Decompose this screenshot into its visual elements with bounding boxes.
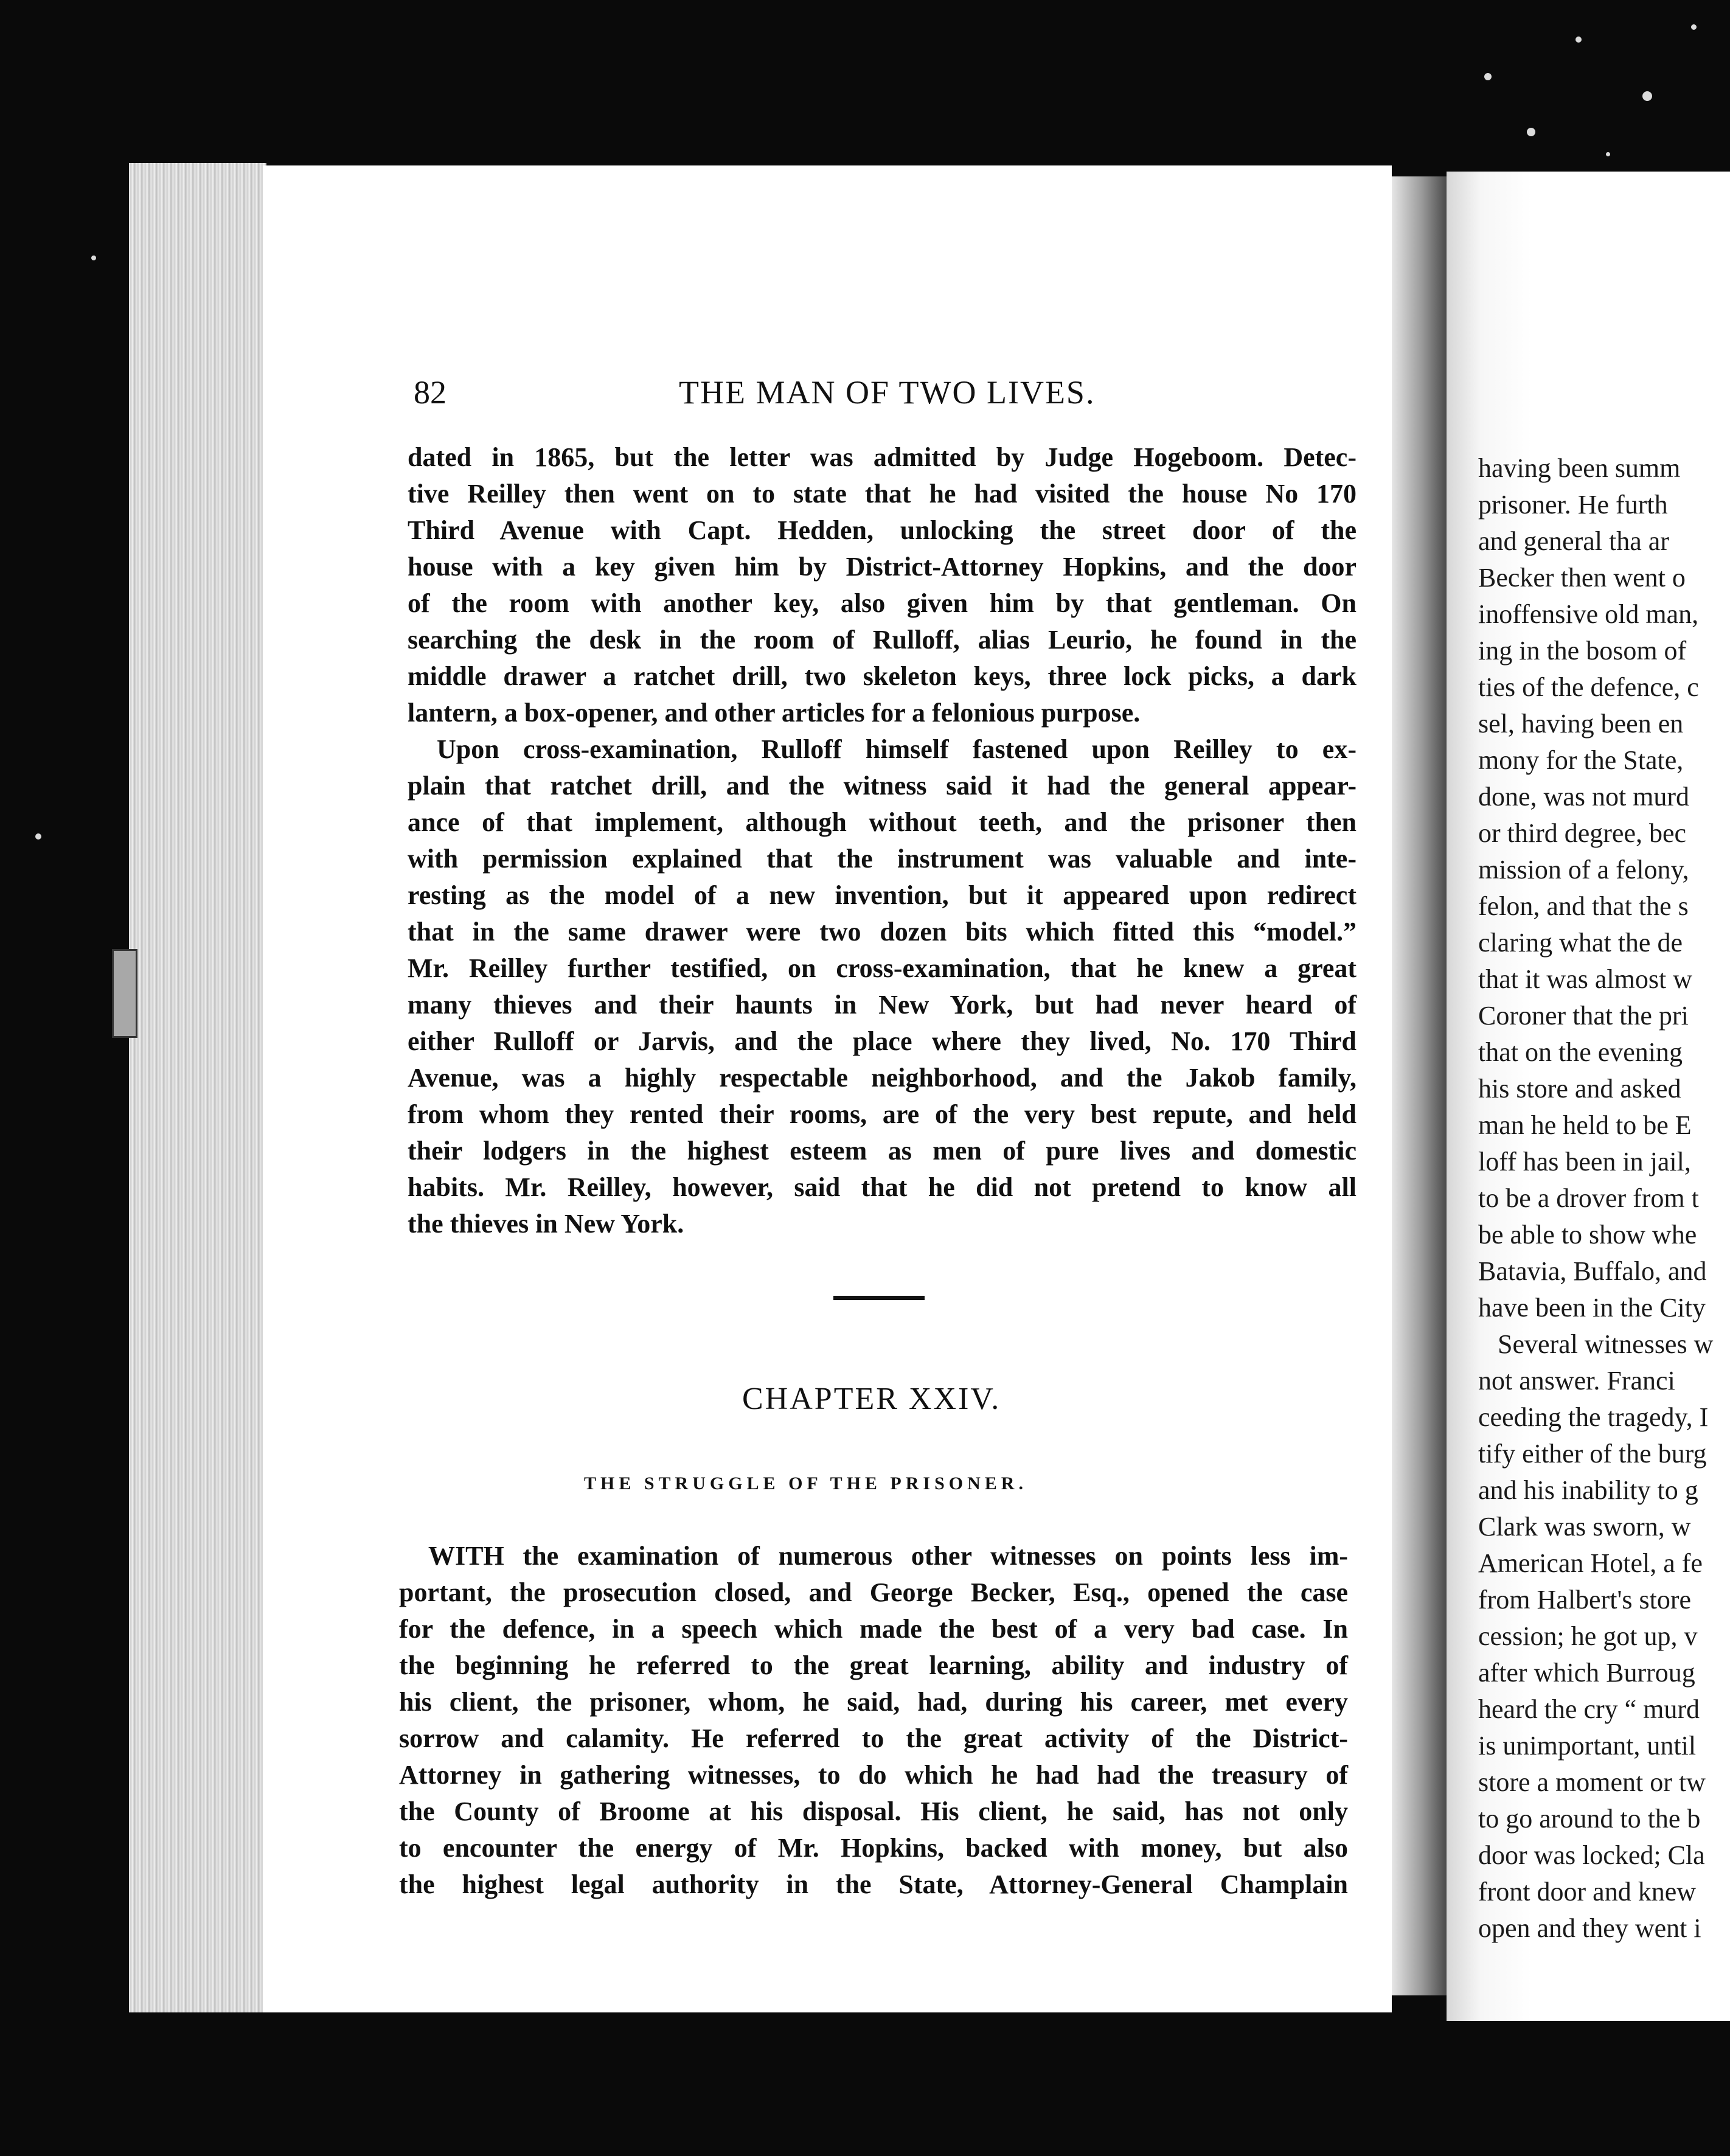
scan-speck <box>91 256 96 260</box>
text-line: felon, and that the s <box>1478 891 1689 921</box>
text-line: Several witnesses w <box>1498 1329 1714 1359</box>
text-line: mission of a felony, <box>1478 855 1689 885</box>
text-line: and general tha ar <box>1478 526 1669 556</box>
text-line: Avenue, was a highly respectable neighborhood, and the Jakob family, <box>408 1063 1357 1093</box>
text-line: the beginning he referred to the great learning, ability and industry of <box>399 1650 1348 1680</box>
text-line: Third Avenue with Capt. Hedden, unlocking the street door of the <box>408 515 1357 545</box>
text-line: is unimportant, until <box>1478 1731 1697 1761</box>
text-line: after which Burroug <box>1478 1658 1695 1688</box>
text-line: to encounter the energy of Mr. Hopkins, backed with money, but also <box>399 1833 1348 1863</box>
text-line: front door and knew <box>1478 1877 1697 1907</box>
scan-speck <box>1691 24 1697 30</box>
text-line: cession; he got up, v <box>1478 1621 1698 1651</box>
text-line: having been summ <box>1478 453 1681 483</box>
text-line: the County of Broome at his disposal. His client, he said, has not only <box>399 1796 1348 1826</box>
text-line: loff has been in jail, <box>1478 1147 1691 1177</box>
text-line: many thieves and their haunts in New York, but had never heard of <box>408 990 1357 1020</box>
text-line: Clark was sworn, w <box>1478 1512 1691 1542</box>
right-page <box>1447 172 1730 2021</box>
text-line: to be a drover from t <box>1478 1183 1699 1213</box>
text-line: sel, having been en <box>1478 709 1684 739</box>
text-line: habits. Mr. Reilley, however, said that he did not pretend to know all <box>408 1172 1357 1202</box>
scan-speck <box>35 833 41 840</box>
text-line: searching the desk in the room of Rulloff, alias Leurio, he found in the <box>408 625 1357 655</box>
text-line: ing in the bosom of <box>1478 636 1687 666</box>
text-line: from Halbert's store <box>1478 1585 1692 1615</box>
chapter-title: CHAPTER XXIV. <box>742 1382 1001 1416</box>
text-line: done, was not murd <box>1478 782 1690 812</box>
text-line: sorrow and calamity. He referred to the great activity of the District- <box>399 1723 1348 1753</box>
text-line: resting as the model of a new invention, but it appeared upon redirect <box>408 880 1357 910</box>
text-line: to go around to the b <box>1478 1804 1701 1834</box>
scan-speck <box>1527 128 1535 136</box>
text-line: tive Reilley then went on to state that he had visited the house No 170 <box>408 479 1357 509</box>
text-line: portant, the prosecution closed, and George Becker, Esq., opened the case <box>399 1577 1348 1607</box>
text-line: not answer. Franci <box>1478 1366 1675 1396</box>
text-line: Upon cross-examination, Rulloff himself fastened upon Reilley to ex- <box>437 734 1357 764</box>
text-line: inoffensive old man, <box>1478 599 1699 629</box>
text-line: their lodgers in the highest esteem as men of pure lives and domestic <box>408 1136 1357 1166</box>
page-number: 82 <box>414 374 446 411</box>
running-head: THE MAN OF TWO LIVES. <box>679 374 1096 411</box>
section-divider-rule <box>833 1296 925 1300</box>
spine-shadow <box>1392 176 1447 1995</box>
text-line: door was locked; Cla <box>1478 1840 1705 1870</box>
text-line: Mr. Reilley further testified, on cross-examination, that he knew a great <box>408 953 1357 983</box>
text-line: Becker then went o <box>1478 563 1686 593</box>
text-line: that in the same drawer were two dozen bits which fitted this “model.” <box>408 917 1357 947</box>
text-line: that it was almost w <box>1478 964 1692 994</box>
text-line: mony for the State, <box>1478 745 1684 775</box>
text-line: either Rulloff or Jarvis, and the place where they lived, No. 170 Third <box>408 1026 1357 1056</box>
text-line: house with a key given him by District-Attorney Hopkins, and the door <box>408 552 1357 582</box>
text-line: heard the cry “ murd <box>1478 1694 1700 1724</box>
text-line: the highest legal authority in the State, Attorney-General Champlain <box>399 1869 1348 1899</box>
text-line: with permission explained that the instrument was valuable and inte- <box>408 844 1357 874</box>
text-line: be able to show whe <box>1478 1220 1697 1250</box>
binding-clip <box>112 949 137 1038</box>
text-line: from whom they rented their rooms, are of the very best repute, and held <box>408 1099 1357 1129</box>
text-line: ties of the defence, c <box>1478 672 1699 702</box>
scan-speck <box>1606 152 1610 156</box>
text-line: for the defence, in a speech which made the best of a very bad case. In <box>399 1614 1348 1644</box>
text-line: American Hotel, a fe <box>1478 1548 1703 1578</box>
text-line: have been in the City <box>1478 1293 1706 1323</box>
chapter-subtitle: THE STRUGGLE OF THE PRISONER. <box>584 1473 1027 1494</box>
text-line: tify either of the burg <box>1478 1439 1707 1469</box>
text-line: prisoner. He furth <box>1478 490 1668 520</box>
text-line: his store and asked <box>1478 1074 1681 1104</box>
text-line: Attorney in gathering witnesses, to do which he had had the treasury of <box>399 1760 1348 1790</box>
text-line: of the room with another key, also given him by that gentleman. On <box>408 588 1357 618</box>
text-line: middle drawer a ratchet drill, two skeleton keys, three lock picks, a dark <box>408 661 1357 691</box>
text-line: claring what the de <box>1478 928 1683 958</box>
text-line: that on the evening <box>1478 1037 1683 1067</box>
text-line: the thieves in New York. <box>408 1209 684 1239</box>
text-line: Batavia, Buffalo, and <box>1478 1256 1707 1286</box>
text-line: ceeding the tragedy, I <box>1478 1402 1709 1432</box>
scan-speck <box>1575 37 1582 43</box>
scan-speck <box>1484 73 1492 80</box>
text-line: Coroner that the pri <box>1478 1001 1689 1031</box>
page-stack-edge <box>129 163 266 2012</box>
text-line: WITH the examination of numerous other witnesses on points less im- <box>428 1541 1348 1571</box>
text-line: open and they went i <box>1478 1913 1701 1943</box>
text-line: dated in 1865, but the letter was admitted by Judge Hogeboom. Detec- <box>408 442 1357 472</box>
text-line: plain that ratchet drill, and the witness said it had the general appear- <box>408 771 1357 801</box>
text-line: and his inability to g <box>1478 1475 1698 1505</box>
scan-speck <box>1642 91 1652 101</box>
text-line: ance of that implement, although without teeth, and the prisoner then <box>408 807 1357 837</box>
text-line: or third degree, bec <box>1478 818 1687 848</box>
text-line: lantern, a box-opener, and other articles for a felonious purpose. <box>408 698 1141 728</box>
text-line: man he held to be E <box>1478 1110 1692 1140</box>
text-line: his client, the prisoner, whom, he said, had, during his career, met every <box>399 1687 1348 1717</box>
text-line: store a moment or tw <box>1478 1767 1706 1797</box>
